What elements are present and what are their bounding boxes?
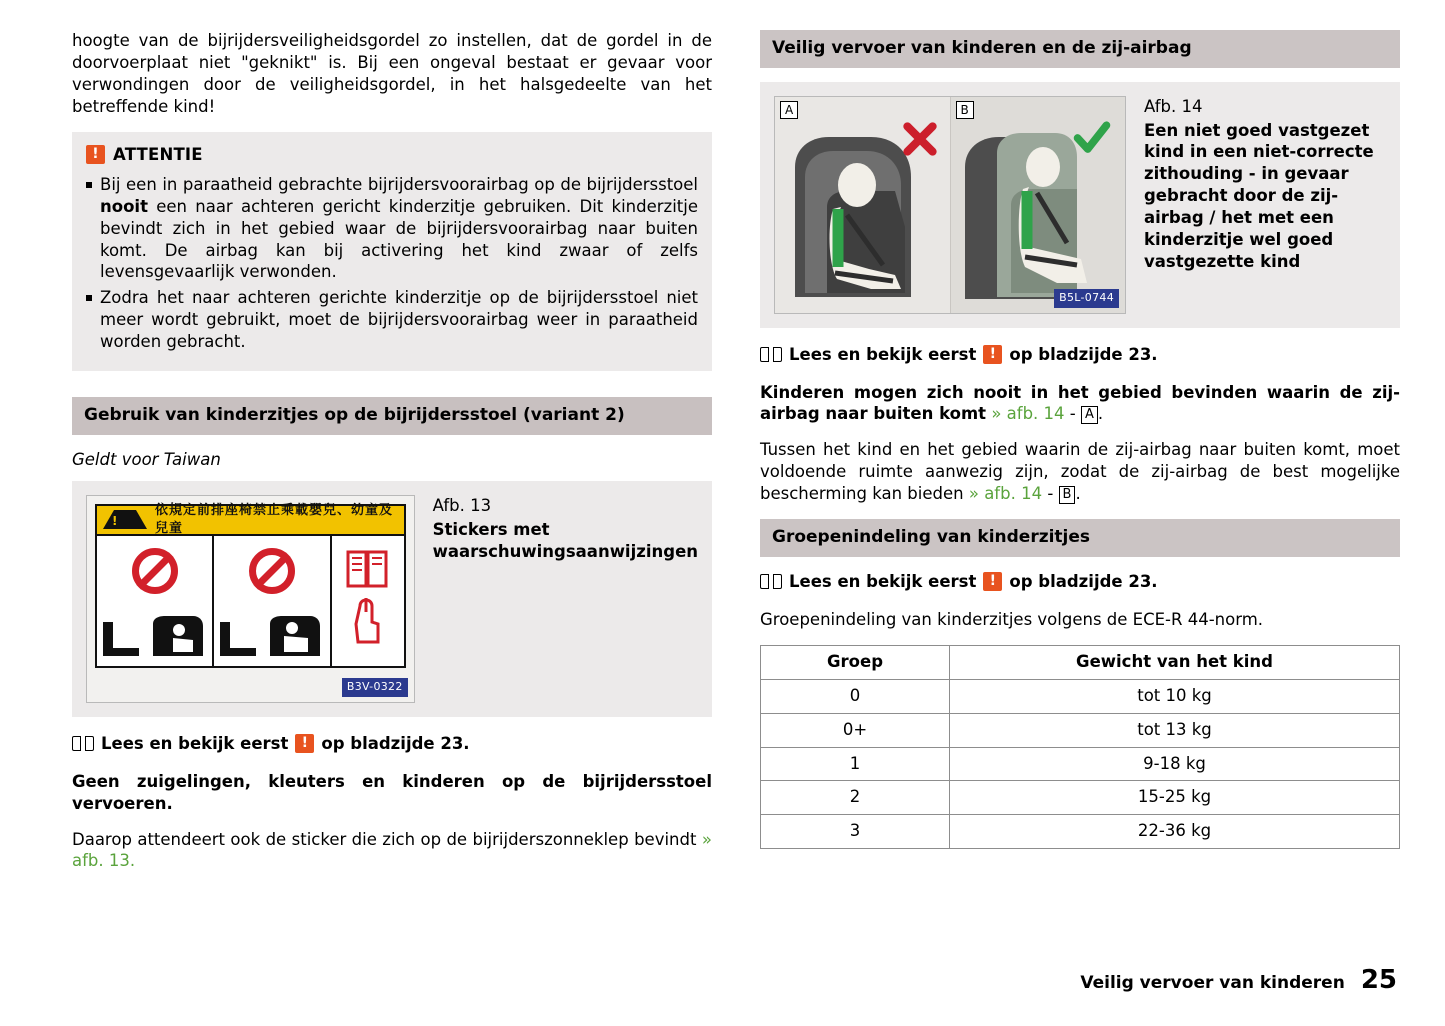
reference-dash: -: [1047, 484, 1059, 504]
figure-14-image-code: B5L-0744: [1054, 289, 1119, 308]
intro-paragraph: hoogte van de bijrijdersveiligheidsgordel zo instellen, dat de gordel in de doorvoerplaat niet "geknikt" is. Bij een ongeval bestaat er gevaar voor verwondingen door de veiligheidsgordel, in het halsgedeelte van het betreffende kind!: [72, 31, 712, 116]
book-icon: [72, 736, 94, 752]
sticker-cell-forward-facing: [214, 536, 331, 668]
read-first-prefix: Lees en bekijk eerst: [101, 733, 289, 753]
reference-dash: -: [1069, 404, 1081, 424]
table-row: [761, 815, 1400, 849]
figure-14-block: [760, 82, 1400, 328]
table-intro: Groepenindeling van kinderzitjes volgens de ECE-R 44-norm.: [760, 609, 1264, 629]
right-column: [760, 30, 1400, 886]
section-heading-groups: Groepenindeling van kinderzitjes: [760, 519, 1400, 557]
sticker-graphic: [95, 504, 406, 668]
applies-to-note: Geldt voor Taiwan: [72, 449, 221, 469]
sticker-pictogram-row: [97, 536, 404, 668]
page-footer: [1080, 963, 1397, 998]
reference-letter-a: A: [1081, 406, 1098, 424]
reference-period: .: [1075, 484, 1081, 504]
figure-14-image: [774, 96, 1126, 314]
figure-reference-link[interactable]: » afb. 14: [991, 404, 1065, 424]
cell-weight: 9-18 kg: [950, 747, 1400, 781]
cell-group: 3: [761, 815, 950, 849]
check-mark-icon: [1073, 121, 1111, 155]
figure-14-panel-a: [775, 97, 950, 313]
owners-manual-icon: [342, 546, 394, 654]
cell-group: 0+: [761, 713, 950, 747]
attention-box: [72, 132, 712, 371]
book-icon: [760, 574, 782, 590]
figure-14-panel-b: [950, 97, 1126, 313]
side-airbag-paragraph-text: Tussen het kind en het gebied waarin de zij-airbag naar buiten komt, moet voldoende ruimte aanwezig zijn, zodat de zij-airbag de best mogelijke bescherming kan bieden: [760, 440, 1400, 504]
table-header-row: [761, 645, 1400, 679]
page-columns: [72, 30, 1400, 886]
figure-14-caption: [1144, 96, 1386, 314]
cell-group: 0: [761, 679, 950, 713]
footer-chapter-title: Veilig vervoer van kinderen: [1080, 973, 1345, 994]
cell-weight: 22-36 kg: [950, 815, 1400, 849]
cell-weight: tot 10 kg: [950, 679, 1400, 713]
figure-13-title: Stickers met waarschuwingsaanwijzingen: [432, 519, 699, 561]
read-first-prefix: Lees en bekijk eerst: [789, 344, 977, 364]
cell-weight: tot 13 kg: [950, 713, 1400, 747]
figure-reference-link[interactable]: » afb. 13.: [72, 829, 712, 871]
table-header-group: Groep: [761, 645, 950, 679]
panel-label-b: B: [956, 101, 974, 119]
prohibition-icon: [249, 548, 295, 594]
read-first-prefix: Lees en bekijk eerst: [789, 571, 977, 591]
figure-13-block: [72, 481, 712, 717]
read-first-line-left: [72, 733, 712, 755]
side-airbag-paragraph: [760, 439, 1400, 505]
figure-13-image-code: B3V-0322: [342, 678, 408, 697]
read-first-line-right-1: [760, 344, 1400, 366]
table-row: [761, 713, 1400, 747]
child-seat-groups-table: [760, 645, 1400, 850]
sticker-warning-bar: [97, 503, 404, 536]
reference-letter-b: B: [1059, 486, 1076, 504]
figure-13-number: Afb. 13: [432, 495, 492, 515]
attention-bullet: Zodra het naar achteren gerichte kinderzitje op de bijrijdersstoel niet meer wordt gebruikt, moet de bijrijdersvoorairbag weer in paraatheid worden gebracht.: [86, 287, 698, 353]
read-first-line-right-2: [760, 571, 1400, 593]
rear-facing-seat-icon: [95, 608, 215, 660]
side-airbag-warning: [760, 382, 1400, 426]
triangle-warning-icon: !: [103, 510, 147, 529]
warning-icon: !: [86, 145, 105, 164]
cross-mark-icon: [902, 121, 938, 157]
warning-icon: !: [983, 572, 1002, 591]
cell-group: 1: [761, 747, 950, 781]
reference-period: .: [1097, 404, 1104, 424]
warning-icon: !: [295, 734, 314, 753]
read-first-suffix: op bladzijde 23.: [321, 733, 470, 753]
left-column: [72, 30, 712, 886]
table-row: [761, 781, 1400, 815]
figure-reference-link[interactable]: » afb. 14: [968, 484, 1043, 504]
read-first-suffix: op bladzijde 23.: [1009, 571, 1158, 591]
section-heading-child-seats: Gebruik van kinderzitjes op de bijrijdersstoel (variant 2): [72, 397, 712, 435]
cell-weight: 15-25 kg: [950, 781, 1400, 815]
closing-paragraph-left: [72, 829, 712, 873]
panel-label-a: A: [780, 101, 798, 119]
figure-14-title: Een niet goed vastgezet kind in een niet-correcte zithouding - in gevaar gebracht door de zij-airbag / het met een kinderzitje wel goed vastgezette kind: [1144, 120, 1374, 272]
attention-header: [86, 144, 698, 166]
forward-facing-seat-icon: [212, 608, 332, 660]
book-icon: [760, 347, 782, 363]
figure-14-number: Afb. 14: [1144, 96, 1203, 116]
table-row: [761, 679, 1400, 713]
attention-title: ATTENTIE: [113, 144, 203, 164]
closing-text: Daarop attendeert ook de sticker die zich op de bijrijderszonneklep bevindt: [72, 829, 697, 849]
warning-icon: !: [983, 345, 1002, 364]
cell-group: 2: [761, 781, 950, 815]
figure-13-image: [86, 495, 415, 703]
sticker-cell-rear-facing: [97, 536, 214, 668]
table-header-weight: Gewicht van het kind: [950, 645, 1400, 679]
sticker-cell-manual: [332, 536, 404, 668]
figure-13-caption: [433, 495, 698, 703]
read-first-suffix: op bladzijde 23.: [1009, 344, 1158, 364]
bold-note-left: Geen zuigelingen, kleuters en kinderen op de bijrijdersstoel vervoeren.: [72, 771, 712, 813]
table-row: [761, 747, 1400, 781]
sticker-chinese-text: 依規定前排座椅禁止乘載嬰兒、幼童及兒童: [155, 503, 394, 536]
page-number: 25: [1360, 965, 1397, 996]
side-airbag-warning-text: Kinderen mogen zich nooit in het gebied bevinden waarin de zij-airbag naar buiten komt: [760, 382, 1400, 424]
section-heading-side-airbag: Veilig vervoer van kinderen en de zij-airbag: [760, 30, 1400, 68]
prohibition-icon: [132, 548, 178, 594]
attention-bullet: Bij een in paraatheid gebrachte bijrijdersvoorairbag op de bijrijdersstoel nooit een naar achteren gericht kinderzitje gebruiken. Dit kinderzitje bevindt zich in het gebied waar de bijrijdersvoorairbag naar buiten komt. De airbag kan bij activering het kind zwaar of zelfs levensgevaarlijk verwonden.: [86, 174, 698, 284]
